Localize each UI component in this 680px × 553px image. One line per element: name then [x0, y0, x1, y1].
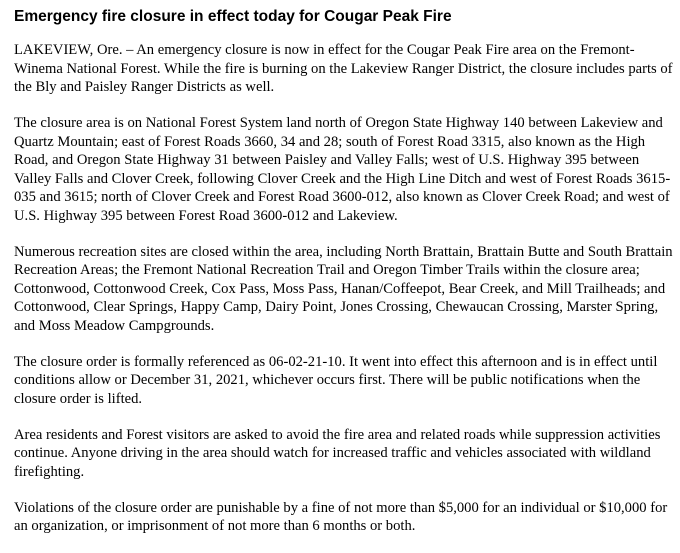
paragraph-closure-order: The closure order is formally referenced as 06-02-21-10. It went into effect this afternoon and is in effect until conditions allow or December 31, 2021, whichever occurs first. There will be public notifications when the closure order is lifted. [14, 353, 658, 407]
document-title: Emergency fire closure in effect today for Cougar Peak Fire [14, 8, 452, 25]
paragraph-residents-advice: Area residents and Forest visitors are asked to avoid the fire area and related roads while suppression activities continue. Anyone driving in the area should watch for increased traffic and vehicles associated with wildland firefighting. [14, 426, 661, 480]
document-body [14, 6, 674, 553]
paragraph-recreation-sites: Numerous recreation sites are closed within the area, including North Brattain, Brattain Butte and South Brattain Recreation Areas; the Fremont National Recreation Trail and Oregon Timber Trails within the closure area; Cottonwood, Cottonwood Creek, Cox Pass, Moss Pass, Hanan/Coffeepot, Bear Creek, and Mill Trailheads; and Cottonwood, Clear Springs, Happy Camp, Dairy Point, Jones Crossing, Chewaucan Crossing, Marster Spring, and Moss Meadow Campgrounds. [14, 243, 673, 334]
paragraph-violations: Violations of the closure order are punishable by a fine of not more than $5,000 for an individual or $10,000 for an organization, or imprisonment of not more than 6 months or both. [14, 499, 668, 534]
paragraph-intro: LAKEVIEW, Ore. – An emergency closure is now in effect for the Cougar Peak Fire area on the Fremont-Winema National Forest. While the fire is burning on the Lakeview Ranger District, the closure includes parts of the Bly and Paisley Ranger Districts as well. [14, 42, 673, 95]
paragraph-closure-area: The closure area is on National Forest System land north of Oregon State Highway 140 between Lakeview and Quartz Mountain; east of Forest Roads 3660, 34 and 28; south of Forest Road 3315, also known as the High Road, and Oregon State Highway 31 between Paisley and Valley Falls; west of U.S. Highway 395 between Valley Falls and Clover Creek, following Clover Creek and the High Line Ditch and west of Forest Roads 3615-035 and 3615; north of Clover Creek and Forest Road 3600-012, also known as Clover Creek Road; and west of U.S. Highway 395 between Forest Road 3600-012 and Lakeview. [14, 115, 671, 224]
